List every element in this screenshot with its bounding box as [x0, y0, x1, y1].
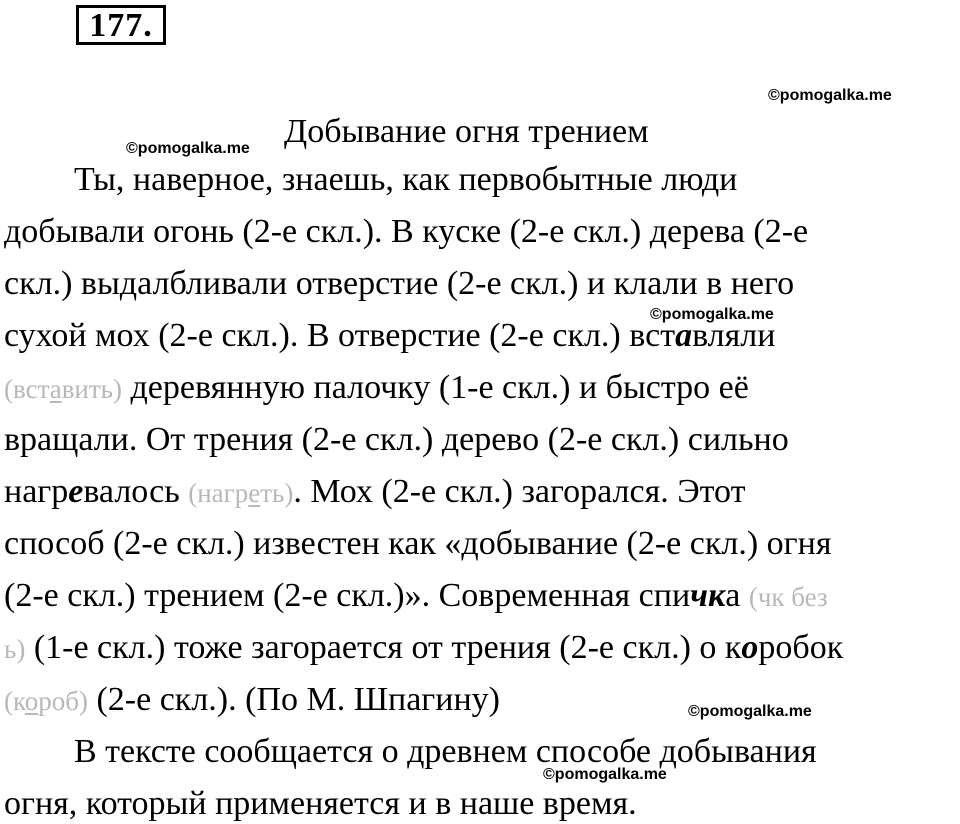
- hint-stressed-letter: [50, 374, 62, 404]
- text-segment: (1-е скл.) тоже загорается от трения (2-е скл.) о к: [25, 629, 742, 666]
- text-segment: робок: [758, 629, 844, 666]
- text-segment: сухой мох (2-е скл.). В отверстие (2-е скл.) вст: [4, 317, 676, 354]
- hint-text: (вст: [4, 374, 50, 404]
- text-line: [4, 472, 745, 513]
- text-segment: . Мох (2-е скл.) загорался. Этот: [293, 473, 746, 510]
- text-segment: добывали огонь (2-е скл.). В куске (2-е скл.) дерева (2-е: [4, 213, 809, 250]
- text-line: [74, 160, 737, 200]
- text-segment: (2-е скл.). (По М. Шпагину): [87, 681, 500, 718]
- hint-underline: а: [49, 374, 62, 404]
- hint-text: (к: [4, 686, 25, 716]
- text-segment: вляли: [692, 317, 776, 354]
- watermark: ©pomogalka.me: [768, 87, 892, 104]
- text-segment: деревянную палочку (1-е скл.) и быстро её: [122, 369, 749, 406]
- text-segment: вращали. От трения (2-е скл.) дерево (2-е скл.) сильно: [4, 421, 789, 458]
- text-segment: Ты, наверное, знаешь, как первобытные люди: [74, 161, 738, 198]
- highlighted-letter: о: [741, 629, 759, 666]
- text-segment: нагр: [4, 473, 69, 510]
- watermark: ©pomogalka.me: [688, 703, 812, 720]
- text-line: [4, 524, 831, 564]
- hint-text: вить): [61, 374, 122, 404]
- hint-stressed-letter: [248, 478, 260, 508]
- hint-text: (нагр: [188, 478, 249, 508]
- text-line: [4, 368, 749, 409]
- text-line: [74, 732, 817, 772]
- text-segment: скл.) выдалбливали отверстие (2-е скл.) и клали в него: [4, 265, 795, 302]
- exercise-number: 177.: [76, 5, 166, 45]
- hint-text: (чк без: [748, 582, 828, 612]
- text-segment: валось: [83, 473, 189, 510]
- watermark: ©pomogalka.me: [543, 766, 667, 783]
- highlighted-letter: чк: [690, 577, 726, 614]
- text-line: [4, 212, 808, 252]
- watermark: ©pomogalka.me: [126, 140, 250, 157]
- text-line: [4, 316, 775, 356]
- text-line: [4, 680, 500, 721]
- text-line: [4, 420, 789, 460]
- text-segment: а: [725, 577, 749, 614]
- hint-text: ть): [260, 478, 294, 508]
- text-title: Добывание огня трением: [284, 113, 649, 150]
- text-segment: огня, который применяется и в наше время.: [4, 785, 637, 822]
- hint-underline: е: [248, 478, 261, 508]
- text-line: [4, 784, 637, 824]
- text-line: [4, 628, 843, 669]
- text-line: [4, 576, 828, 617]
- watermark: ©pomogalka.me: [650, 306, 774, 323]
- text-segment: В тексте сообщается о древнем способе добывания: [74, 733, 817, 770]
- hint-underline: о: [24, 686, 39, 716]
- text-segment: способ (2-е скл.) известен как «добывание (2-е скл.) огня: [4, 525, 832, 562]
- hint-text: ь): [4, 634, 26, 664]
- highlighted-letter: а: [675, 317, 693, 354]
- text-segment: (2-е скл.) трением (2-е скл.)». Современная спи: [4, 577, 691, 614]
- highlighted-letter: е: [68, 473, 84, 510]
- hint-stressed-letter: [25, 686, 39, 716]
- text-line: [4, 264, 794, 304]
- hint-text: роб): [38, 686, 88, 716]
